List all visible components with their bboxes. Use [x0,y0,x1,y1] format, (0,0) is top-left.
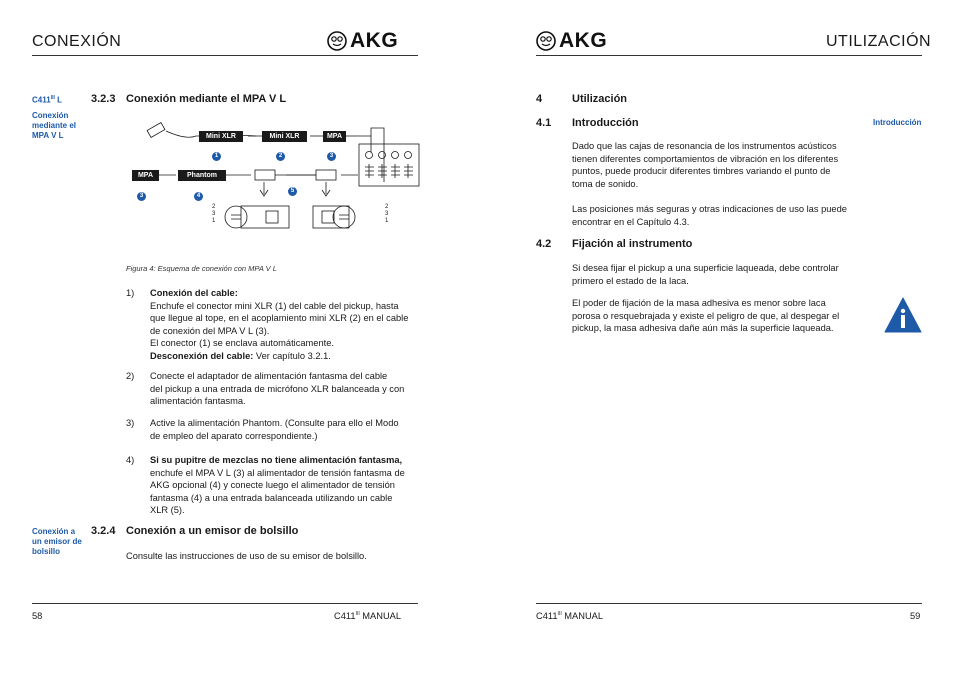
paragraph-line: puntos, puede producir diferentes timbres variando el punto de [572,166,831,177]
list-item-line: enchufe el MPA V L (3) al alimentador de tensión fantasma de [150,467,405,478]
paragraph-3 [572,262,872,287]
footer-sup: III [557,611,562,617]
list-item-line: de empleo del aparato correspondiente.) [150,430,318,441]
paragraph-line: encontrar en el Capítulo 4.3. [572,216,690,227]
logo-text: AKG [350,29,399,52]
paragraph-line: Si desea fijar el pickup a una superficie laqueada, debe controlar [572,263,839,273]
footer-manual [334,611,401,621]
list-num-4: 4) [126,455,135,465]
section-body: Consulte las instrucciones de uso de su emisor de bolsillo. [126,551,367,561]
list-item-line: Active la alimentación Phantom. (Consulte para ello el Modo [150,418,399,428]
margin-note-line: bolsillo [32,547,60,556]
list-item-line: Enchufe el conector mini XLR (1) del cable del pickup, hasta [150,300,399,311]
callout-4: 4 [194,192,203,201]
section-title: Fijación al instrumento [572,238,693,250]
paragraph-line: toma de sonido. [572,178,639,189]
section-title: Utilización [572,93,628,105]
label-mini-xlr-2: Mini XLR [262,131,307,142]
page-header-title: UTILIZACIÓN [826,33,932,50]
figure-caption: Figura 4: Esquema de conexión con MPA V L [126,264,277,273]
list-item-line: del pickup a una entrada de micrófono XLR balanceada y con [150,383,405,394]
logo-text: AKG [559,29,608,52]
connection-diagram [126,122,436,232]
list-item-line: alimentación fantasma. [150,396,246,407]
akg-logo [536,29,607,53]
section-title: Conexión mediante el MPA V L [126,93,287,105]
header-rule [32,55,418,56]
footer-manual [536,611,603,621]
paragraph-line: El poder de fijación de la masa adhesiva es menor sobre laca [572,298,826,308]
pin-labels-right [385,204,388,225]
paragraph-line: primero el estado de la laca. [572,275,689,286]
paragraph-4 [572,297,872,335]
list-num-2: 2) [126,371,135,381]
paragraph-line: tienen diferentes comportamientos de vibración en los diferentes [572,153,839,164]
pin-label: 3 [212,211,216,217]
list-item-lead: Si su pupitre de mezclas no tiene alimentación fantasma, [150,455,403,465]
callout-3b: 3 [137,192,146,201]
margin-note-line: mediante el [32,121,77,130]
header-rule [536,55,922,56]
akg-logo-icon [327,31,347,51]
section-number: 3.2.4 [91,525,116,537]
paragraph-line: Dado que las cajas de resonancia de los instrumentos acústicos [572,141,837,151]
margin-note-sup: III [50,95,55,101]
footer-manual-word: MANUAL [359,611,402,622]
list-item-2 [150,370,425,408]
margin-note-line: Conexión [32,111,69,120]
section-title: Introducción [572,117,639,129]
list-item-3 [150,417,425,442]
margin-note-introduccion: Introducción [873,118,922,127]
akg-logo-icon [536,31,556,51]
pin-label: 2 [385,204,389,210]
list-num-1: 1) [126,288,135,298]
paragraph-line: porosa o resquebrajada y existe el peligro de que, al despegar el [572,310,840,321]
section-number: 3.2.3 [91,93,116,105]
info-warning-icon [884,297,922,333]
section-number: 4 [536,93,543,105]
list-item-lead: Conexión del cable: [150,288,238,298]
list-num-3: 3) [126,418,135,428]
akg-logo [327,29,398,53]
footer-model: C411 [536,611,558,622]
page-number: 58 [32,611,43,621]
page-header-title: CONEXIÓN [32,33,122,50]
footer-rule [32,603,418,604]
list-item-line: que llegue al tope, en el acoplamiento mini XLR (2) en el cable [150,313,409,324]
pin-label: 2 [212,204,216,210]
margin-note-model: C411 [32,95,51,105]
list-item-1 [150,287,425,363]
callout-3: 3 [327,152,336,161]
list-item-line: Conecte el adaptador de alimentación fantasma del cable [150,371,388,381]
footer-manual-word: MANUAL [561,611,604,622]
label-mpa-left: MPA [132,170,159,181]
paragraph-line: Las posiciones más seguras y otras indicaciones de uso las puede [572,204,847,214]
footer-sup: III [355,611,360,617]
callout-5: 5 [288,187,297,196]
margin-note-line: un emisor de [32,537,82,546]
paragraph-2 [572,203,872,228]
list-item-line: de conexión del MPA V L (3). [150,325,270,336]
list-item-4 [150,454,425,517]
margin-note-line: Conexión a [32,527,76,536]
label-mpa-top: MPA [323,131,346,142]
callout-2: 2 [276,152,285,161]
pin-label: 1 [385,218,389,224]
label-mini-xlr-1: Mini XLR [199,131,243,142]
pin-labels-left [212,204,215,225]
margin-note-suffix: L [54,95,62,105]
pin-label: 3 [385,211,389,217]
paragraph-line: pickup, la masa adhesiva dañe aún más la superficie laqueada. [572,323,834,334]
section-title: Conexión a un emisor de bolsillo [126,525,299,537]
margin-note-line: MPA V L [32,131,64,140]
section-number: 4.1 [536,117,552,129]
pin-label: 1 [212,218,216,224]
list-item-line: El conector (1) se enclava automáticamente. [150,338,334,349]
margin-note-conexion-mpa [32,111,76,141]
margin-note-c411l [32,93,62,106]
list-item-line: AKG opcional (4) y conecte luego el alimentador de tensión [150,480,395,491]
footer-rule [536,603,922,604]
footer-model: C411 [334,611,356,622]
callout-1: 1 [212,152,221,161]
list-item-tail-lead: Desconexión del cable: [150,350,254,361]
page-number: 59 [910,611,921,621]
label-phantom: Phantom [178,170,226,181]
list-item-line: XLR (5). [150,505,185,516]
margin-note-emisor [32,527,82,557]
section-number: 4.2 [536,238,552,250]
list-item-tail-text: Ver capítulo 3.2.1. [253,350,331,361]
paragraph-1 [572,140,872,190]
list-item-line: fantasma (4) a una entrada balanceada utilizando un cable [150,492,393,503]
